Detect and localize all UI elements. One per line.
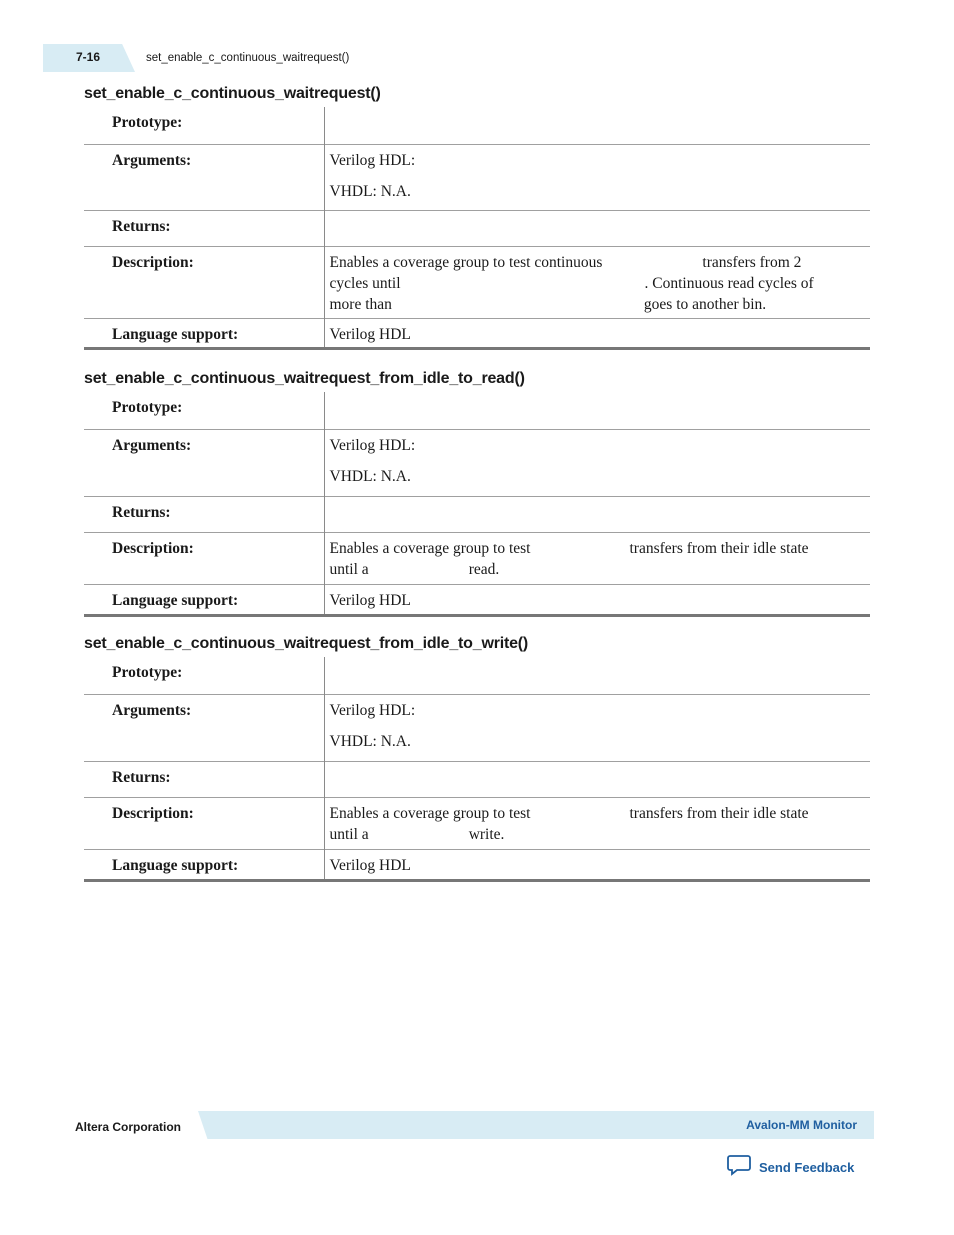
speech-bubble-icon bbox=[727, 1154, 751, 1181]
arguments-row bbox=[84, 144, 870, 210]
description-text: Enables a coverage group to test transfers from their idle state until a write. bbox=[329, 804, 809, 843]
prototype-value bbox=[330, 392, 871, 397]
description-row bbox=[84, 246, 870, 318]
function-table bbox=[84, 657, 870, 882]
prototype-label: Prototype: bbox=[112, 399, 183, 416]
function-table bbox=[84, 392, 870, 617]
description-label: Description: bbox=[112, 804, 194, 822]
returns-value bbox=[330, 762, 871, 767]
function-section-1 bbox=[84, 83, 870, 350]
arguments-label: Arguments: bbox=[112, 151, 192, 169]
description-row bbox=[84, 532, 870, 584]
returns-label: Returns: bbox=[112, 217, 171, 235]
prototype-row bbox=[84, 657, 870, 694]
prototype-row bbox=[84, 107, 870, 144]
arguments-label: Arguments: bbox=[112, 701, 192, 719]
language-support-row bbox=[84, 584, 870, 615]
function-title: set_enable_c_continuous_waitrequest_from_idle_to_read() bbox=[84, 370, 525, 387]
arguments-row bbox=[84, 429, 870, 496]
page-number: 7-16 bbox=[76, 50, 101, 64]
returns-value bbox=[330, 497, 871, 502]
description-row bbox=[84, 797, 870, 849]
footer-company: Altera Corporation bbox=[75, 1120, 182, 1134]
arguments-vhdl: VHDL: N.A. bbox=[329, 732, 411, 750]
language-support-value: Verilog HDL bbox=[329, 591, 411, 609]
arguments-row bbox=[84, 694, 870, 761]
function-section-2 bbox=[84, 368, 870, 617]
returns-row bbox=[84, 210, 870, 246]
prototype-value bbox=[330, 657, 871, 662]
description-label: Description: bbox=[112, 253, 194, 271]
language-support-value: Verilog HDL bbox=[329, 325, 411, 343]
footer-doc-title[interactable]: Avalon-MM Monitor bbox=[746, 1118, 857, 1132]
returns-label: Returns: bbox=[112, 768, 171, 786]
prototype-value bbox=[330, 107, 871, 112]
send-feedback-link[interactable] bbox=[727, 1154, 854, 1181]
description-text: Enables a coverage group to test transfers from their idle state until a read. bbox=[329, 539, 809, 578]
arguments-label: Arguments: bbox=[112, 436, 192, 454]
prototype-label: Prototype: bbox=[112, 664, 183, 681]
prototype-label: Prototype: bbox=[112, 114, 183, 131]
returns-label: Returns: bbox=[112, 503, 171, 521]
arguments-vhdl: VHDL: N.A. bbox=[329, 182, 411, 200]
description-text: Enables a coverage group to test continuous transfers from 2 cycles until . Continuous read cycles of more than goes to another bin. bbox=[329, 253, 814, 313]
arguments-verilog: Verilog HDL: bbox=[329, 701, 416, 719]
language-support-row bbox=[84, 849, 870, 880]
send-feedback-label[interactable]: Send Feedback bbox=[759, 1160, 855, 1175]
function-title: set_enable_c_continuous_waitrequest() bbox=[84, 85, 381, 102]
function-section-3 bbox=[84, 633, 870, 882]
running-title: set_enable_c_continuous_waitrequest() bbox=[146, 52, 350, 64]
returns-row bbox=[84, 496, 870, 532]
arguments-verilog: Verilog HDL: bbox=[329, 436, 416, 454]
returns-value bbox=[330, 211, 871, 216]
language-support-label: Language support: bbox=[112, 856, 239, 874]
language-support-label: Language support: bbox=[112, 591, 239, 609]
returns-row bbox=[84, 761, 870, 797]
language-support-label: Language support: bbox=[112, 325, 239, 343]
language-support-row bbox=[84, 318, 870, 348]
description-label: Description: bbox=[112, 539, 194, 557]
prototype-row bbox=[84, 392, 870, 429]
arguments-vhdl: VHDL: N.A. bbox=[329, 467, 411, 485]
function-title: set_enable_c_continuous_waitrequest_from_idle_to_write() bbox=[84, 635, 529, 652]
language-support-value: Verilog HDL bbox=[329, 856, 411, 874]
arguments-verilog: Verilog HDL: bbox=[329, 151, 416, 169]
function-table bbox=[84, 107, 870, 350]
